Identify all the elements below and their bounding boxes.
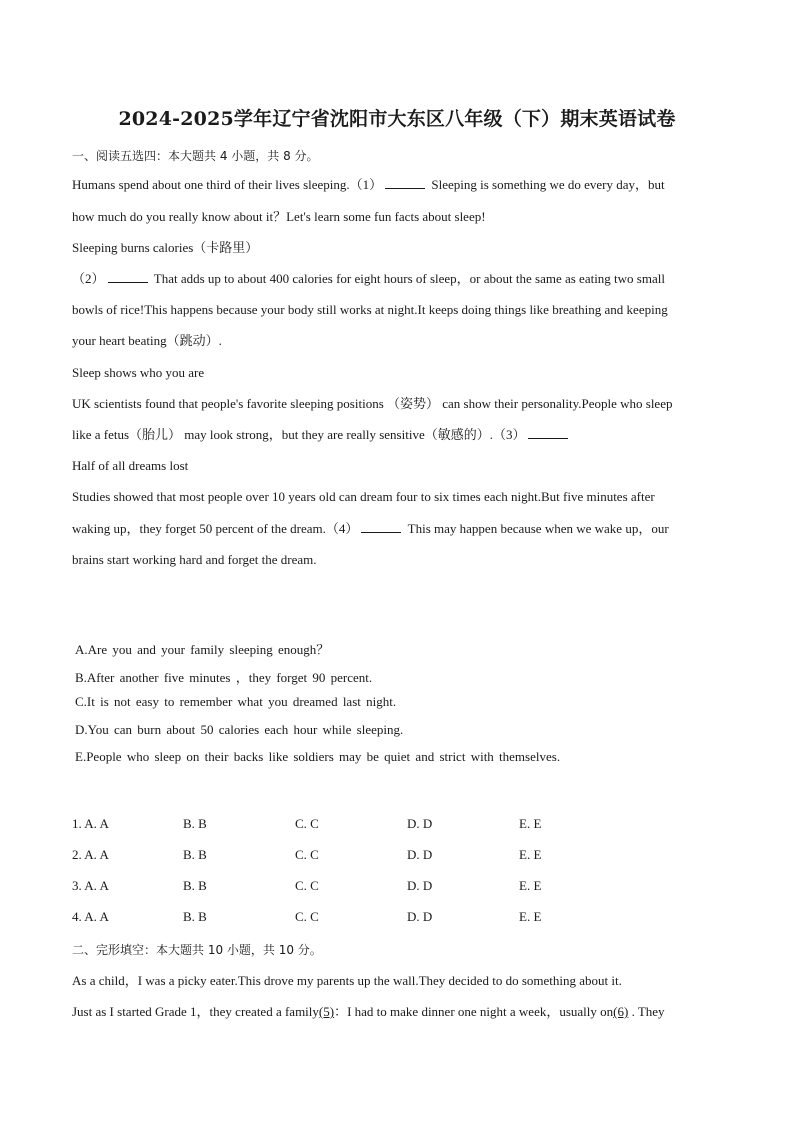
answer-choice[interactable]: D. D xyxy=(407,847,433,862)
answer-choice[interactable]: C. C xyxy=(295,878,319,893)
answer-row-2 xyxy=(72,847,712,865)
answer-choice[interactable]: C. C xyxy=(295,816,319,831)
option-d: D.You can burn about 50 calories each hour while sleeping. xyxy=(75,722,404,737)
answer-choice[interactable]: 3. A. A xyxy=(72,878,109,893)
answer-choice[interactable]: D. D xyxy=(407,878,433,893)
option-c: C.It is not easy to remember what you dreamed last night. xyxy=(75,694,397,709)
passage-text: （2） xyxy=(72,271,105,286)
answer-blank-1 xyxy=(385,176,425,189)
subheading-sleep-shows: Sleep shows who you are xyxy=(72,365,205,380)
passage-text: like a fetus（胎儿） may look strong，but they are really sensitive（敏感的）.（3） xyxy=(72,427,526,442)
passage-line: As a child，I was a picky eater.This drove my parents up the wall.They decided to do something about it. xyxy=(72,973,622,988)
passage-text: Just as I started Grade 1，they created a family xyxy=(72,1004,319,1019)
answer-choice[interactable]: B. B xyxy=(183,847,207,862)
answer-row-4 xyxy=(72,909,712,927)
passage-text: ：I had to make dinner one night a week，usually on xyxy=(334,1004,614,1019)
passage-line: how much do you really know about it？Let's learn some fun facts about sleep! xyxy=(72,209,486,224)
answer-choice[interactable]: 4. A. A xyxy=(72,909,109,924)
passage-text: This may happen because when we wake up，our xyxy=(404,521,669,536)
answer-choice[interactable]: D. D xyxy=(407,909,433,924)
answer-blank-4 xyxy=(361,520,401,533)
answer-choice[interactable]: E. E xyxy=(519,847,542,862)
option-a: A.Are you and your family sleeping enough？ xyxy=(75,642,330,657)
passage-line xyxy=(72,270,665,288)
answer-choice[interactable]: C. C xyxy=(295,909,319,924)
passage-text: Sleeping is something we do every day，but xyxy=(428,177,665,192)
answer-choice[interactable]: C. C xyxy=(295,847,319,862)
answer-choice[interactable]: E. E xyxy=(519,816,542,831)
answer-choice[interactable]: B. B xyxy=(183,909,207,924)
passage-text: That adds up to about 400 calories for eight hours of sleep，or about the same as eating two small xyxy=(150,271,665,286)
answer-row-1 xyxy=(72,816,712,834)
passage-line: brains start working hard and forget the dream. xyxy=(72,552,317,567)
subheading-calories: Sleeping burns calories（卡路里） xyxy=(72,240,259,255)
passage-text: Humans spend about one third of their lives sleeping.（1） xyxy=(72,177,383,192)
page-title: 2024-2025学年辽宁省沈阳市大东区八年级（下）期末英语试卷 xyxy=(118,108,676,130)
passage-line: your heart beating（跳动）. xyxy=(72,333,222,348)
answer-choice[interactable]: 1. A. A xyxy=(72,816,109,831)
option-b: B.After another five minutes ，they forget 90 percent. xyxy=(75,670,373,685)
passage-text: . They xyxy=(628,1004,665,1019)
answer-choice[interactable]: E. E xyxy=(519,909,542,924)
option-e: E.People who sleep on their backs like soldiers may be quiet and strict with themselves. xyxy=(75,749,561,764)
answer-blank-2 xyxy=(108,270,148,283)
cloze-blank-6: (6) xyxy=(613,1004,629,1019)
subheading-dreams-lost: Half of all dreams lost xyxy=(72,458,189,473)
cloze-blank-5: (5) xyxy=(318,1004,335,1019)
passage-text: waking up，they forget 50 percent of the dream.（4） xyxy=(72,521,359,536)
passage-line xyxy=(72,426,571,444)
answer-choice[interactable]: E. E xyxy=(519,878,542,893)
passage-line xyxy=(72,176,665,194)
passage-line: UK scientists found that people's favorite sleeping positions （姿势） can show their personality.People who sleep xyxy=(72,396,673,411)
answer-choice[interactable]: B. B xyxy=(183,878,207,893)
answer-row-3 xyxy=(72,878,712,896)
answer-blank-3 xyxy=(528,426,568,439)
section-1-header: 一、阅读五选四：本大题共 4 小题，共 8 分。 xyxy=(72,149,319,163)
answer-choice[interactable]: B. B xyxy=(183,816,207,831)
passage-line: bowls of rice!This happens because your body still works at night.It keeps doing things like breathing and keeping xyxy=(72,302,668,317)
section-2-header: 二、完形填空：本大题共 10 小题，共 10 分。 xyxy=(72,943,322,957)
answer-choice[interactable]: 2. A. A xyxy=(72,847,109,862)
passage-line: Studies showed that most people over 10 years old can dream four to six times each night.But five minutes after xyxy=(72,489,655,504)
passage-line xyxy=(72,520,669,538)
passage-line xyxy=(72,1003,665,1021)
answer-choice[interactable]: D. D xyxy=(407,816,433,831)
